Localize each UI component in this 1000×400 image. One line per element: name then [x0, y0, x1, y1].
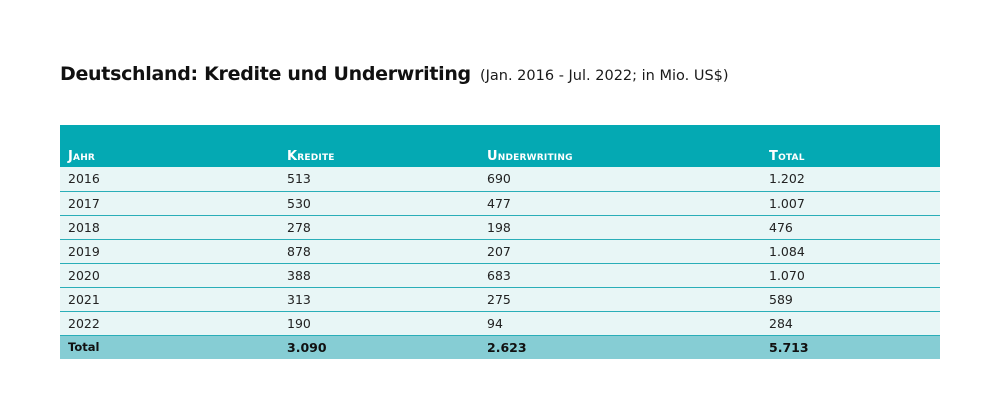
table-footer	[60, 335, 940, 359]
cell-total: 1.084	[761, 239, 940, 263]
header-jahr: Jahr	[68, 149, 96, 164]
table-header	[60, 125, 940, 167]
cell-total: 1.070	[761, 263, 940, 287]
cell-total: 476	[761, 215, 940, 239]
total-total: 5.713	[769, 339, 809, 355]
title-subtitle: (Jan. 2016 - Jul. 2022; in Mio. US$)	[479, 68, 729, 84]
table-row	[60, 167, 940, 191]
cell-jahr: 2017	[60, 191, 279, 215]
table-row	[60, 287, 940, 311]
cell-underwriting: 94	[479, 311, 761, 335]
table-row	[60, 263, 940, 287]
cell-jahr: 2018	[60, 215, 279, 239]
cell-jahr: 2022	[60, 311, 279, 335]
table-row	[60, 311, 940, 335]
cell-kredite: 530	[279, 191, 479, 215]
table-row	[60, 239, 940, 263]
data-table-container	[60, 125, 940, 359]
cell-jahr: 2019	[60, 239, 279, 263]
table-row	[60, 215, 940, 239]
cell-kredite: 388	[279, 263, 479, 287]
total-row	[60, 335, 940, 359]
cell-underwriting: 690	[479, 167, 761, 191]
cell-underwriting: 198	[479, 215, 761, 239]
cell-underwriting: 275	[479, 287, 761, 311]
cell-kredite: 878	[279, 239, 479, 263]
total-underwriting: 2.623	[487, 339, 527, 355]
cell-total: 1.202	[761, 167, 940, 191]
cell-underwriting: 477	[479, 191, 761, 215]
cell-kredite: 513	[279, 167, 479, 191]
cell-total: 1.007	[761, 191, 940, 215]
cell-kredite: 278	[279, 215, 479, 239]
cell-kredite: 190	[279, 311, 479, 335]
cell-total: 589	[761, 287, 940, 311]
cell-underwriting: 207	[479, 239, 761, 263]
cell-kredite: 313	[279, 287, 479, 311]
table-body	[60, 167, 940, 335]
cell-total: 284	[761, 311, 940, 335]
header-row	[60, 125, 940, 167]
header-underwriting: Underwriting	[487, 149, 573, 164]
title-main: Deutschland: Kredite und Underwriting	[60, 63, 471, 85]
data-table	[60, 125, 940, 359]
table-row	[60, 191, 940, 215]
cell-jahr: 2016	[60, 167, 279, 191]
total-label: Total	[68, 340, 100, 355]
cell-underwriting: 683	[479, 263, 761, 287]
total-kredite: 3.090	[287, 339, 327, 355]
table-title	[60, 60, 729, 90]
cell-jahr: 2021	[60, 287, 279, 311]
cell-jahr: 2020	[60, 263, 279, 287]
header-kredite: Kredite	[287, 149, 335, 164]
header-total: Total	[769, 149, 805, 164]
